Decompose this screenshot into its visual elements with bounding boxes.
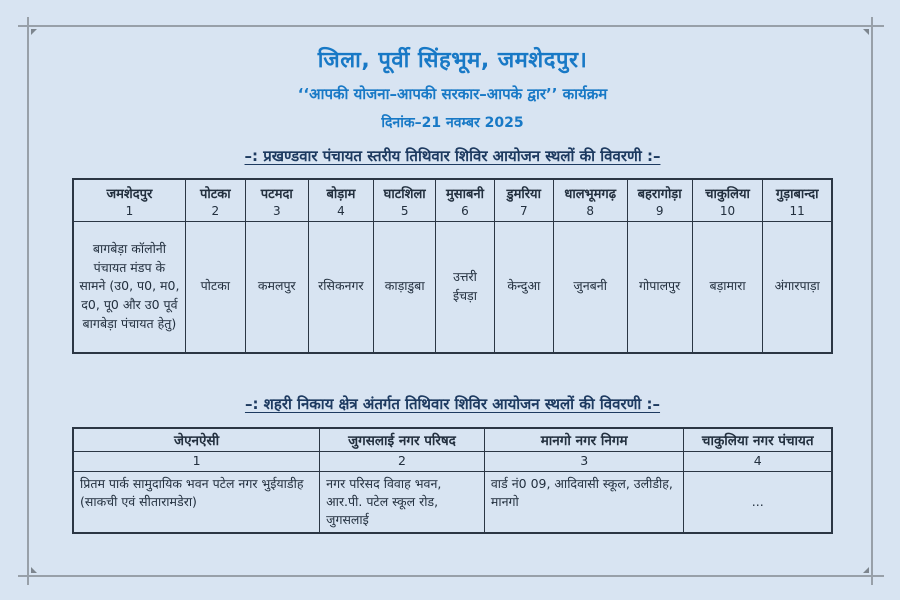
document-content xyxy=(72,44,833,534)
table1-col-header: बहरागोड़ा 9 xyxy=(627,179,692,221)
frame-border-bottom xyxy=(18,575,884,577)
table1-col-header: जमशेदपुर 1 xyxy=(73,179,185,221)
table2-col-number: 4 xyxy=(684,452,832,472)
table2-col-header: मानगो नगर निगम xyxy=(484,428,684,452)
frame-border-right xyxy=(871,17,873,585)
table1-col-header: पोटका 2 xyxy=(185,179,245,221)
camp-location-cell: जुनबनी xyxy=(553,221,627,353)
table2-col-number: 1 xyxy=(73,452,320,472)
table2-header-row xyxy=(73,428,832,452)
urban-body-camp-table xyxy=(72,427,833,534)
camp-location-cell: वार्ड नं0 09, आदिवासी स्कूल, उलीडीह, मानगो xyxy=(484,472,684,534)
frame-corner-ornament xyxy=(863,567,869,573)
table1-col-header: मुसाबनी 6 xyxy=(436,179,494,221)
section1-heading: –: प्रखण्डवार पंचायत स्तरीय तिथिवार शिविर आयोजन स्थलों की विवरणी :– xyxy=(244,147,661,165)
camp-location-cell: प्रितम पार्क सामुदायिक भवन पटेल नगर भुईयाडीह (साकची एवं सीतारामडेरा) xyxy=(73,472,320,534)
table2-data-row xyxy=(73,472,832,534)
table2-col-number: 2 xyxy=(320,452,485,472)
camp-location-cell: काड़ाडुबा xyxy=(374,221,436,353)
camp-location-cell: अंगारपाड़ा xyxy=(763,221,832,353)
table1-col-header: पटमदा 3 xyxy=(245,179,308,221)
table1-col-header: बोड़ाम 4 xyxy=(308,179,373,221)
table2-col-header: चाकुलिया नगर पंचायत xyxy=(684,428,832,452)
table1-col-header: डुमरिया 7 xyxy=(494,179,553,221)
camp-location-cell: उत्तरी ईचड़ा xyxy=(436,221,494,353)
table2-number-row xyxy=(73,452,832,472)
table2-col-number: 3 xyxy=(484,452,684,472)
camp-location-cell: नगर परिसद विवाह भवन, आर.पी. पटेल स्कूल रोड, जुगसलाई xyxy=(320,472,485,534)
camp-location-cell: ... xyxy=(684,472,832,534)
table2-col-header: जेएनऐसी xyxy=(73,428,320,452)
frame-corner-ornament xyxy=(31,29,37,35)
block-panchayat-camp-table xyxy=(72,178,833,354)
camp-location-cell: गोपालपुर xyxy=(627,221,692,353)
camp-location-cell: रसिकनगर xyxy=(308,221,373,353)
program-subtitle: ‘‘आपकी योजना–आपकी सरकार–आपके द्वार’’ कार्यक्रम xyxy=(297,85,608,103)
table1-col-header: घाटशिला 5 xyxy=(374,179,436,221)
camp-location-cell: पोटका xyxy=(185,221,245,353)
camp-location-cell: बागबेड़ा कॉलोनी पंचायत मंडप के सामने (उ0, प0, म0, द0, पू0 और उ0 पूर्व बागबेड़ा पंचायत हेतु) xyxy=(73,221,185,353)
table1-col-header: चाकुलिया 10 xyxy=(692,179,763,221)
camp-location-cell: केन्दुआ xyxy=(494,221,553,353)
camp-location-cell: कमलपुर xyxy=(245,221,308,353)
page-title: जिला, पूर्वी सिंहभूम, जमशेदपुर। xyxy=(317,48,588,73)
frame-border-left xyxy=(27,17,29,585)
table1-col-header: गुड़ाबान्दा 11 xyxy=(763,179,832,221)
table1-col-header: धालभूमगढ़ 8 xyxy=(553,179,627,221)
frame-border-top xyxy=(18,25,884,27)
date-line: दिनांक–21 नवम्बर 2025 xyxy=(381,115,524,131)
table2-col-header: जुगसलाई नगर परिषद xyxy=(320,428,485,452)
frame-corner-ornament xyxy=(31,567,37,573)
frame-corner-ornament xyxy=(863,29,869,35)
table1-header-row xyxy=(73,179,832,221)
table1-data-row xyxy=(73,221,832,353)
camp-location-cell: बड़ामारा xyxy=(692,221,763,353)
section2-heading: –: शहरी निकाय क्षेत्र अंतर्गत तिथिवार शिविर आयोजन स्थलों की विवरणी :– xyxy=(244,395,661,413)
